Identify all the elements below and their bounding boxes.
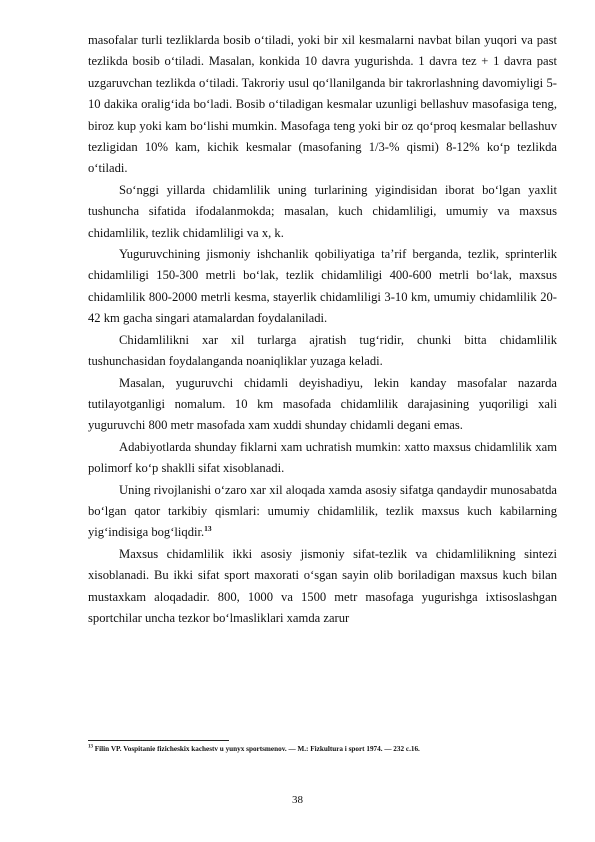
paragraph-5: Masalan, yuguruvchi chidamli deyishadiyu, lekin kanday masofalar nazarda tutilayotganligi nomalum. 10 km masofada chidamlilik darajasining yuqoriligi xali yuguruvchi 800 metr masofada xam xuddi shunday chidamli degani emas. [88, 375, 557, 433]
paragraph-3: Yuguruvchining jismoniy ishchanlik qobiliyatiga ta’rif berganda, tezlik, sprinterlik chidamliligi 150-300 metrli bo‘lak, tezlik chidamliligi 400-600 metrli bo‘lak, maxsus chidamlilik 800-2000 metrli kesma, stayerlik chidamliligi 3-10 km, umumiy chidamlilik 20-42 km gacha singari atamalardan foydalaniladi. [88, 247, 557, 326]
footnote-reference[interactable]: 13 [204, 524, 212, 534]
footnote-divider [88, 740, 229, 741]
document-body [88, 30, 557, 629]
footnote [88, 744, 557, 754]
footnote-text: Filin VP. Vospitanie fizicheskix kachestv u yunyx sportsmenov. — M.: Fizkultura i sport 1974. — 232 c.16. [94, 745, 420, 753]
paragraph-4: Chidamlilikni xar xil turlarga ajratish tug‘ridir, chunki bitta chidamlilik tushunchasidan foydalanganda noaniqliklar yuzaga keladi. [88, 332, 557, 369]
page-number: 38 [292, 794, 303, 806]
paragraph-1: masofalar turli tezliklarda bosib o‘tiladi, yoki bir xil kesmalarni navbat bilan yuqori va past tezlikda bosib o‘tiladi. Masalan, konkida 10 davra yugurishda. 1 davra tez + 1 davra past uzgaruvchan tezlikda o‘tiladi. Takroriy usul qo‘llanilganda bir takrorlashning davomiyligi 5-10 dakika oralig‘ida bo‘ladi. Bosib o‘tiladigan kesmalar uzunligi bellashuv masofasiga teng, biroz kup yoki kam bo‘lishi mumkin. Masofaga teng yoki bir oz qo‘proq kesmalar bellashuv tezligidan 10% kam, kichik kesmalar (masofaning 1/3-% qismi) 8-12% ko‘p tezlikda o‘tiladi. [88, 33, 557, 176]
footnote-marker: 13 [88, 744, 93, 750]
paragraph-6: Adabiyotlarda shunday fiklarni xam uchratish mumkin: xatto maxsus chidamlilik xam polimorf ko‘p shaklli sifat xisoblanadi. [88, 439, 557, 476]
paragraph-7-text: Uning rivojlanishi o‘zaro xar xil aloqada xamda asosiy sifatga qandaydir munosabatda bo‘lgan qator tarkibiy qismlari: umumiy chidamlilik, tezlik maxsus kuch kabilarning yig‘indisiga bog‘liqdir. [88, 482, 557, 540]
paragraph-7 [88, 480, 557, 544]
paragraph-8: Maxsus chidamlilik ikki asosiy jismoniy sifat-tezlik va chidamlilikning sintezi xisoblanadi. Bu ikki sifat sport maxorati o‘sgan sayin olib boriladigan maxsus kuch bilan mustaxkam aloqadadir. 800, 1000 va 1500 metr masofaga yugurishga ixtisoslashgan sportchilar uncha tezkor bo‘lmasliklari xamda zarur [88, 546, 557, 625]
paragraph-2: So‘nggi yillarda chidamlilik uning turlarining yigindisidan iborat bo‘lgan yaxlit tushuncha sifatida ifodalanmokda; masalan, kuch chidamliligi, umumiy va maxsus chidamlilik, tezlik chidamliligi va x, k. [88, 182, 557, 240]
